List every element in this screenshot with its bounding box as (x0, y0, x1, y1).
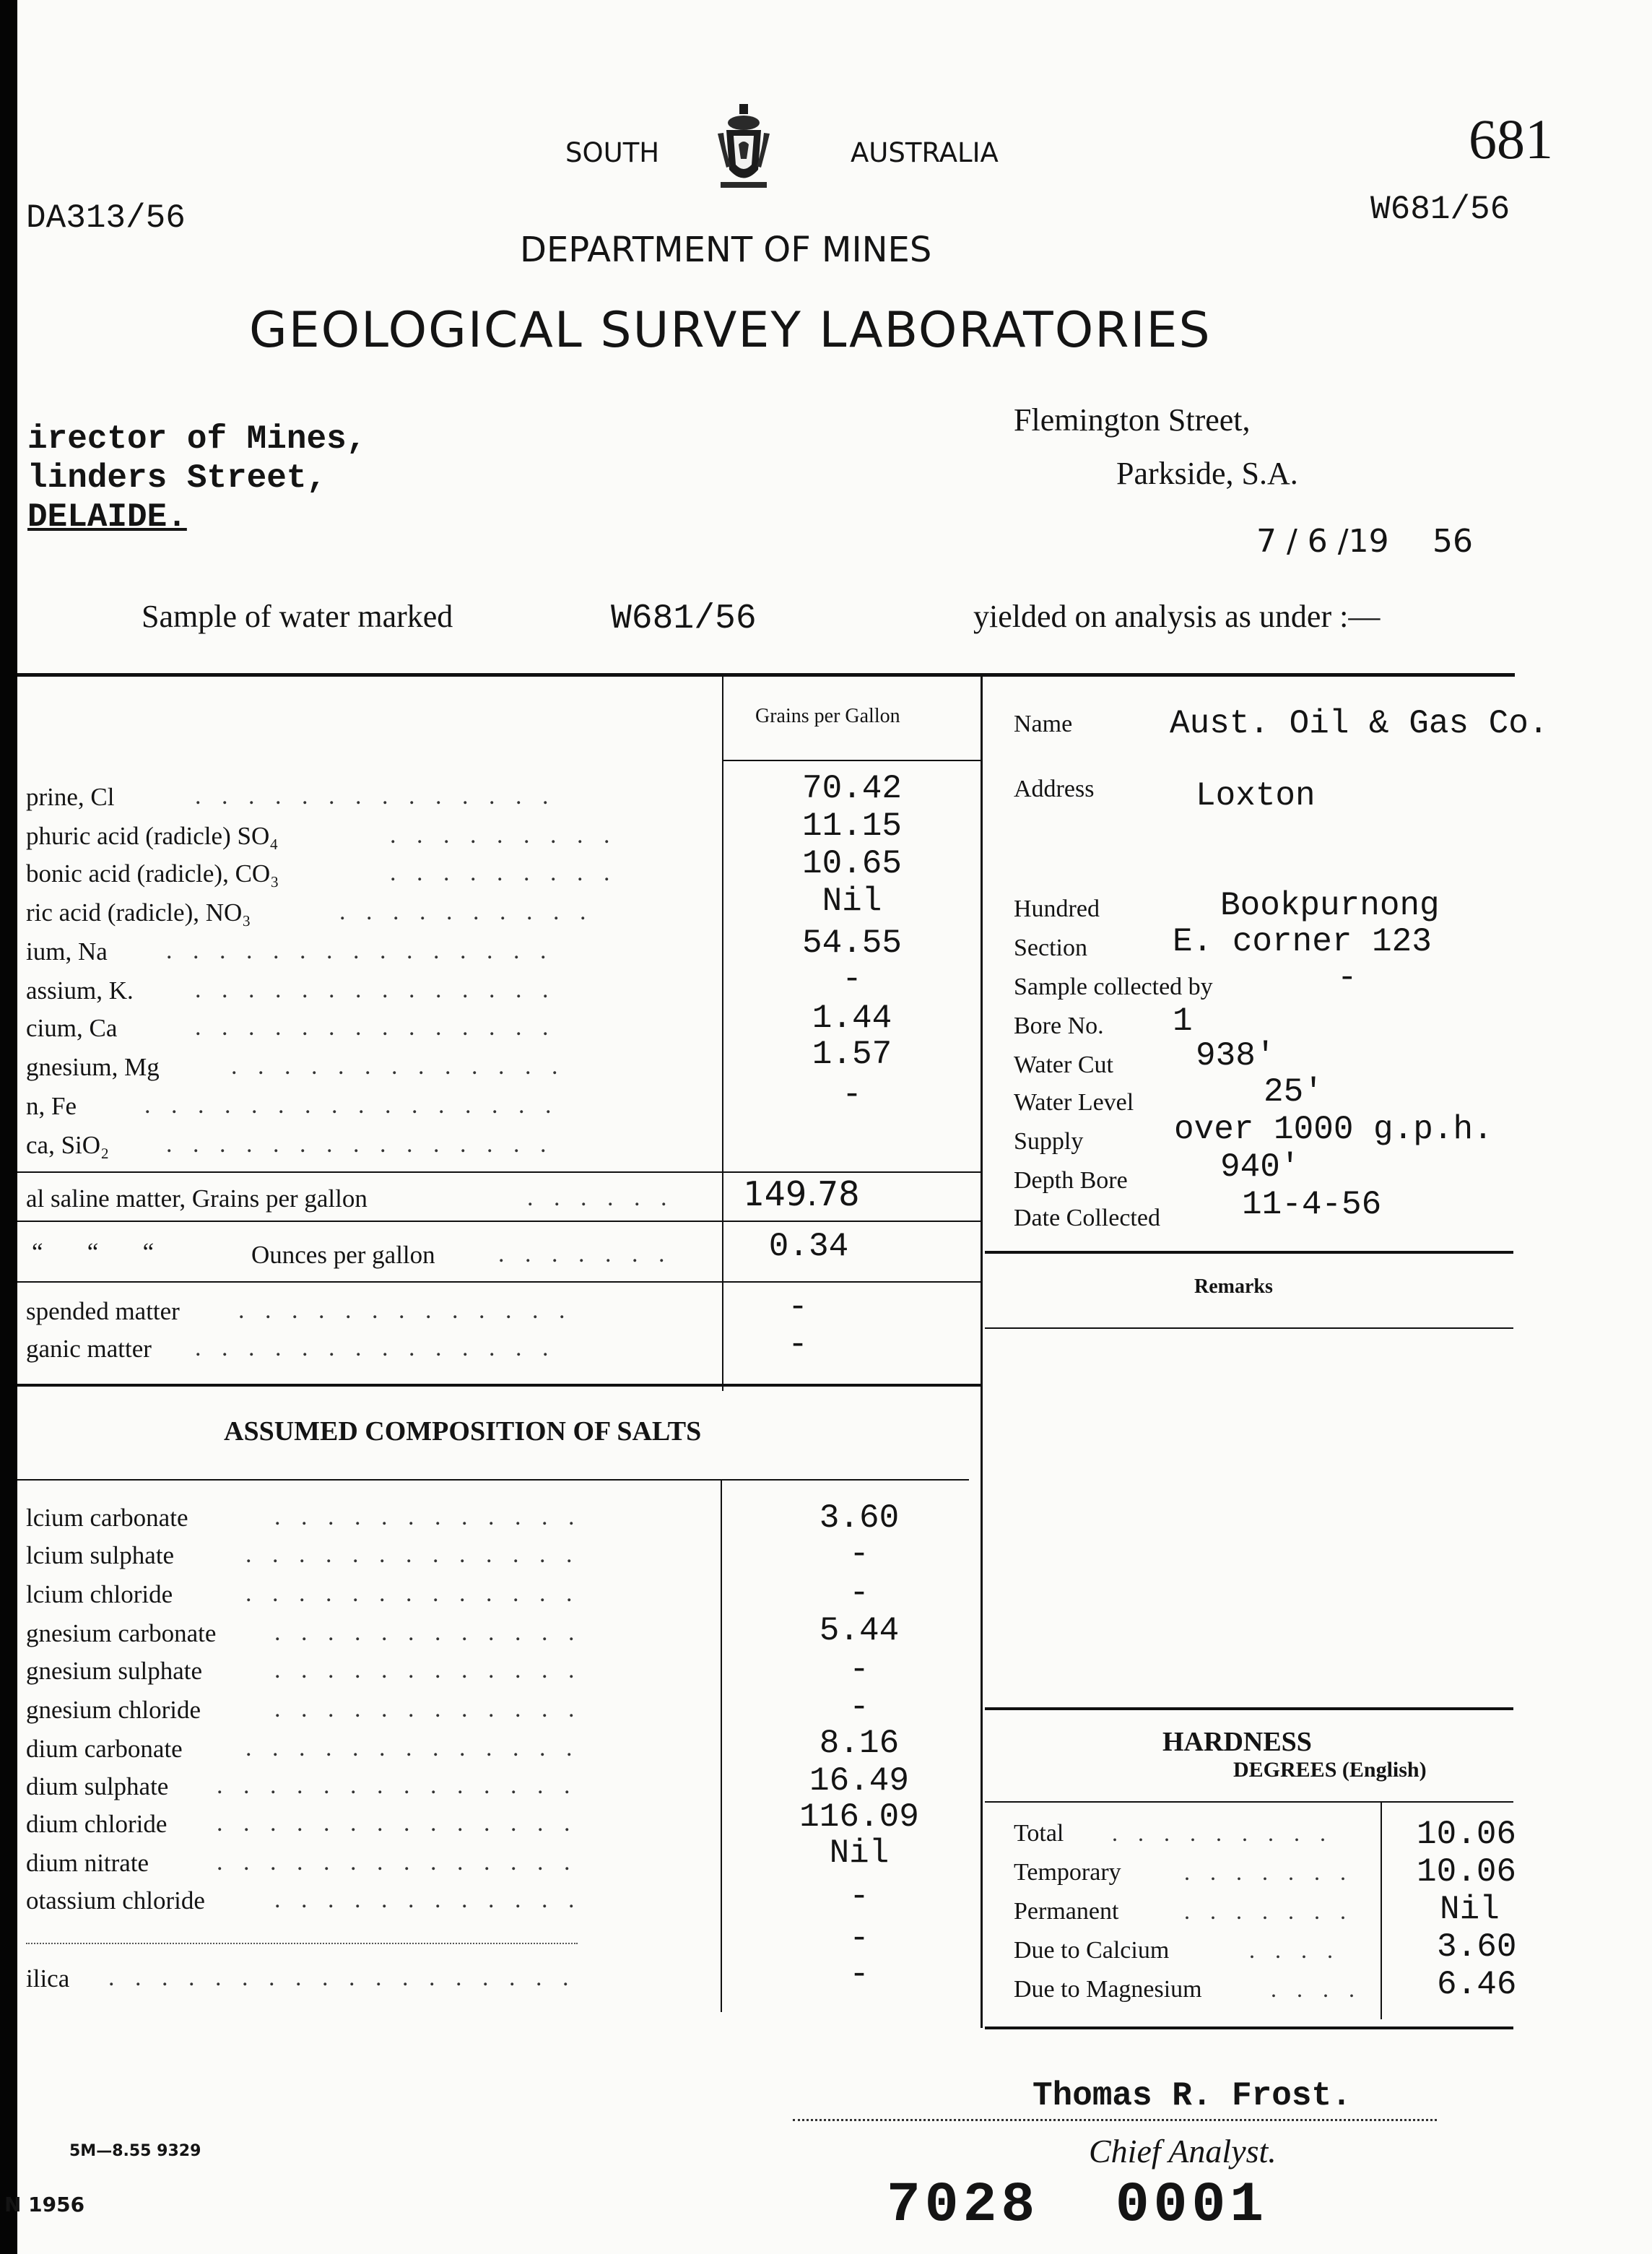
blank-salt-line (26, 1943, 578, 1944)
leader-dots: . . . . . . . . . . (339, 898, 594, 925)
analysis-row-label: ca, SiO₂ (26, 1131, 110, 1159)
hardness-column-divider (1381, 1803, 1382, 2019)
total-ounces-value: 0.34 (768, 1228, 849, 1265)
leader-dots: . . . . . . . . . . . . . (245, 1580, 580, 1607)
leader-dots: . . . . . . . . . . . . . . . (166, 1131, 554, 1158)
report-date-year: 56 (1433, 523, 1473, 560)
salt-row-value: Nil (829, 1834, 890, 1872)
analysis-row-value: 1.44 (812, 1000, 892, 1037)
leader-dots: . . . . . . . . . . . . (274, 1886, 582, 1913)
hundred-label: Hundred (1014, 896, 1100, 922)
table-top-rule (17, 673, 1515, 677)
section-label: Section (1014, 935, 1087, 961)
salt-row-label: dium sulphate (26, 1772, 169, 1800)
hardness-row-value: 10.06 (1417, 1853, 1517, 1891)
name-label: Name (1014, 711, 1073, 737)
page-number: 681 (1469, 108, 1553, 170)
hardness-title: HARDNESS (1162, 1727, 1312, 1757)
supply-value: over 1000 g.p.h. (1174, 1111, 1493, 1148)
details-bottom-rule (985, 1251, 1513, 1254)
intro-prefix: Sample of water marked (142, 599, 453, 634)
salt-row-value: 3.60 (819, 1499, 900, 1537)
salt-row-value: - (849, 1651, 869, 1689)
lab-address-line-2: Parkside, S.A. (1116, 456, 1298, 491)
salt-row-label: dium nitrate (26, 1849, 149, 1877)
salt-row-label: lcium chloride (26, 1580, 173, 1608)
water-level-label: Water Level (1014, 1089, 1134, 1116)
analysis-row-label: gnesium, Mg (26, 1053, 160, 1081)
hardness-bottom-rule (985, 2027, 1513, 2029)
leader-dots: . . . . . . . . . (390, 859, 617, 886)
bore-number-label: Bore No. (1014, 1013, 1104, 1039)
leader-dots: . . . . . . . . . . . . (274, 1504, 582, 1530)
department-title: DEPARTMENT OF MINES (520, 230, 932, 270)
grains-column-header: Grains per Gallon (755, 705, 900, 727)
leader-dots: . . . . . . . . . (390, 822, 617, 849)
organic-matter-value: - (788, 1326, 808, 1364)
signature-line (793, 2119, 1437, 2121)
leader-dots: . . . . . . . . . . . . . (245, 1541, 580, 1568)
analysis-row-value: 54.55 (801, 924, 903, 962)
analysis-row-label: ium, Na (26, 937, 108, 966)
hardness-header-rule (985, 1801, 1513, 1803)
signatory-title: Chief Analyst. (1089, 2133, 1277, 2170)
hardness-row-label: Temporary (1014, 1859, 1121, 1886)
leader-dots: . . . . . . . . . . . . . . (217, 1849, 578, 1876)
analysis-row-value: - (842, 961, 862, 998)
coat-of-arms-emblem (715, 101, 773, 195)
salts-heading: ASSUMED COMPOSITION OF SALTS (224, 1416, 702, 1447)
leader-dots: . . . . (1249, 1937, 1340, 1963)
analysis-row-label: n, Fe (26, 1092, 77, 1120)
analysis-row-label: assium, K. (26, 976, 134, 1005)
addressee-line-1: irector of Mines, (27, 420, 367, 458)
bore-number-value: 1 (1173, 1002, 1193, 1040)
salt-row-label: dium chloride (26, 1810, 168, 1838)
totals-mid-rule (17, 1221, 981, 1222)
hardness-row-value: 10.06 (1417, 1816, 1517, 1853)
leader-dots: . . . . . . . . . . . . . . (217, 1772, 578, 1799)
salt-row-value: - (849, 1878, 869, 1915)
analysis-row-value: 10.65 (801, 845, 903, 883)
salt-row-label: gnesium carbonate (26, 1619, 217, 1647)
leader-dots: . . . . . . . . . . . . (274, 1657, 582, 1683)
salt-row-value: - (849, 1689, 869, 1726)
salt-row-value: 16.49 (809, 1762, 910, 1800)
remarks-rule (985, 1327, 1513, 1329)
state-left: SOUTH (565, 137, 660, 168)
leader-dots: . . . . . . . (1184, 1859, 1353, 1885)
leader-dots: . . . . . . . . . . . . (274, 1619, 582, 1646)
salt-row-label: lcium sulphate (26, 1541, 175, 1569)
supply-label: Supply (1014, 1128, 1084, 1155)
leader-dots: . . . . . . . . . . . . . . (217, 1810, 578, 1837)
lab-address-line-1: Flemington Street, (1014, 402, 1251, 438)
hardness-row-label: Total (1014, 1820, 1064, 1847)
analysis-row-value: 70.42 (801, 770, 903, 807)
analysis-row-value: 11.15 (801, 807, 903, 845)
totals-top-rule (17, 1171, 981, 1173)
organic-matter-label: ganic matter (26, 1335, 152, 1363)
analysis-row-value: Nil (822, 883, 882, 920)
total-grains-value: 149.78 (743, 1174, 860, 1213)
grains-header-rule (722, 760, 981, 761)
depth-bore-value: 940' (1220, 1148, 1300, 1186)
water-cut-label: Water Cut (1014, 1052, 1113, 1078)
analysis-row-label: cium, Ca (26, 1014, 118, 1042)
salt-row-value: - (849, 1956, 869, 1993)
analysis-row-label: ric acid (radicle), NO₃ (26, 898, 251, 927)
laboratory-title: GEOLOGICAL SURVEY LABORATORIES (249, 302, 1212, 359)
leader-dots: . . . . . . . . . . . . . . (195, 976, 556, 1003)
total-grains-label: al saline matter, Grains per gallon (26, 1184, 368, 1213)
hardness-top-rule (985, 1707, 1513, 1710)
name-value: Aust. Oil & Gas Co. (1170, 705, 1549, 742)
scan-edge-shadow (0, 0, 17, 2254)
collected-by-label: Sample collected by (1014, 974, 1213, 1000)
hardness-row-label: Due to Magnesium (1014, 1976, 1202, 2003)
document-number: 7028 0001 (887, 2174, 1269, 2237)
salt-row-value: - (849, 1535, 869, 1573)
totals-bottom-rule (17, 1281, 981, 1283)
addressee-line-3: DELAIDE. (27, 498, 187, 536)
signatory-name: Thomas R. Frost. (1032, 2077, 1352, 2115)
leader-dots: . . . . . . . . . . . . . . (195, 783, 556, 810)
salts-header-rule (17, 1479, 969, 1481)
salts-top-rule (17, 1384, 981, 1387)
analysis-row-label: prine, Cl (26, 783, 115, 811)
leader-dots: . . . . . . . . . . . . . (238, 1297, 573, 1324)
reference-right: W681/56 (1370, 191, 1510, 228)
water-level-value: 25' (1264, 1073, 1323, 1111)
hardness-subtitle: DEGREES (English) (1233, 1758, 1427, 1782)
leader-dots: . . . . . . . . . . . . . (231, 1053, 565, 1080)
leader-dots: . . . . . . . . . . . . . . (195, 1335, 556, 1361)
date-collected-value: 11-4-56 (1242, 1186, 1382, 1223)
sample-mark: W681/56 (611, 599, 757, 638)
section-value: E. corner 123 (1173, 923, 1432, 961)
analysis-row-label: bonic acid (radicle), CO₃ (26, 859, 279, 888)
analysis-row-value: 1.57 (812, 1036, 892, 1073)
hardness-row-label: Due to Calcium (1014, 1937, 1170, 1964)
hardness-row-value: Nil (1440, 1891, 1500, 1928)
depth-bore-label: Depth Bore (1014, 1167, 1128, 1194)
leader-dots: . . . . . . . . . . . . (274, 1696, 582, 1722)
salt-row-label: gnesium chloride (26, 1696, 201, 1724)
suspended-matter-value: - (788, 1288, 808, 1326)
leader-dots: . . . . . . . . . . . . . . (195, 1014, 556, 1041)
water-cut-value: 938' (1196, 1037, 1276, 1075)
leader-dots: . . . . . . (527, 1184, 674, 1211)
analysis-row-value: - (842, 1076, 862, 1114)
hardness-row-value: 3.60 (1437, 1928, 1517, 1966)
hardness-row-label: Permanent (1014, 1898, 1119, 1925)
addressee-line-2: linders Street, (27, 459, 327, 497)
date-collected-label: Date Collected (1014, 1205, 1160, 1231)
salt-row-label: ilica (26, 1964, 70, 1993)
table-center-divider (981, 676, 983, 2028)
total-ounces-label: Ounces per gallon (251, 1241, 435, 1269)
reference-left: DA313/56 (26, 199, 186, 237)
suspended-matter-label: spended matter (26, 1297, 180, 1325)
leader-dots: . . . . . . . . . . . . . . . . (144, 1092, 559, 1119)
remarks-label: Remarks (1194, 1275, 1273, 1298)
collected-by-value: - (1337, 959, 1357, 997)
leader-dots: . . . . . . . (498, 1241, 672, 1267)
salts-column-divider (721, 1479, 722, 2012)
salt-row-label: gnesium sulphate (26, 1657, 202, 1685)
state-right: AUSTRALIA (851, 137, 999, 168)
hundred-value: Bookpurnong (1220, 887, 1440, 924)
salt-row-label: dium carbonate (26, 1735, 183, 1763)
salt-row-value: 8.16 (819, 1725, 900, 1762)
salt-row-value: 116.09 (799, 1798, 919, 1836)
ditto-marks: “ “ “ (32, 1238, 155, 1266)
print-code: 5M—8.55 9329 (69, 2142, 201, 2160)
hardness-row-value: 6.46 (1437, 1966, 1517, 2003)
leader-dots: . . . . . . . . . (1112, 1820, 1333, 1846)
report-date-printed: 7 / 6 /19 (1256, 523, 1389, 560)
analysis-column-divider-upper (722, 676, 723, 1391)
salt-row-value: - (849, 1574, 869, 1612)
leader-dots: . . . . . . . . . . . . . (245, 1735, 580, 1761)
date-stamp: N 1956 (4, 2193, 85, 2216)
salt-row-label: otassium chloride (26, 1886, 205, 1915)
address-label: Address (1014, 776, 1095, 802)
leader-dots: . . . . . . . (1184, 1898, 1353, 1924)
analysis-row-label: phuric acid (radicle) SO₄ (26, 822, 279, 850)
address-value: Loxton (1196, 777, 1316, 815)
leader-dots: . . . . (1271, 1976, 1362, 2002)
salt-row-value: 5.44 (819, 1612, 900, 1650)
leader-dots: . . . . . . . . . . . . . . . (166, 937, 554, 964)
salt-row-label: lcium carbonate (26, 1504, 188, 1532)
intro-suffix: yielded on analysis as under :— (973, 599, 1381, 634)
leader-dots: . . . . . . . . . . . . . . . . . . (108, 1964, 576, 1991)
salt-row-value: - (849, 1920, 869, 1957)
